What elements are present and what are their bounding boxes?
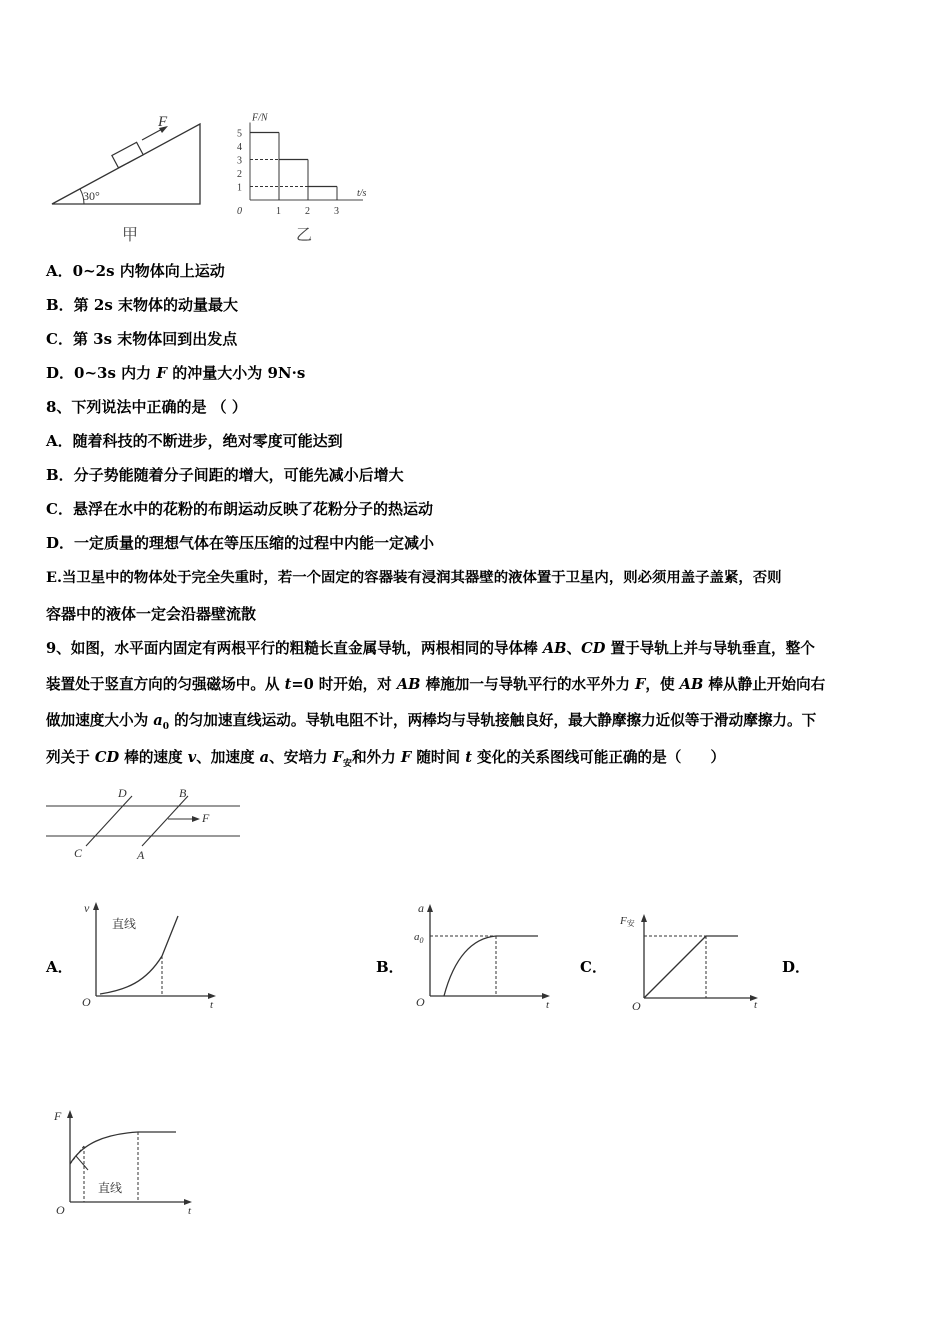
x-tick-label: 3	[334, 206, 339, 217]
q8-option-b: B．分子势能随着分子间距的增大，可能先减小后增大	[46, 466, 404, 484]
svg-text:a0: $a_0$	[414, 931, 424, 945]
acceleration-curve	[444, 936, 496, 996]
svg-text:D: D	[118, 786, 127, 800]
q9-stem-line4: 列关于 CD 棒的速度 v、加速度 a、安培力 $F_安$和外力 F 随时间 t 变化的关系图线可能正确的是（ ）	[46, 749, 726, 769]
svg-text:直线: 直线	[98, 1181, 123, 1195]
q8-option-d: D．一定质量的理想气体在等压压缩的过程中内能一定减小	[46, 534, 435, 552]
q9-stem-line3: 做加速度大小为 $a_0$ 的匀加速直线运动。导轨电阻不计，两棒均与导轨接触良好，最大静摩擦力近似等于滑动摩擦力。下	[46, 712, 817, 732]
force-time-graph	[228, 100, 408, 218]
rails-figure	[44, 786, 244, 864]
y-axis-label: F/N	[252, 112, 268, 124]
q9-stem-line2: 装置处于竖直方向的匀强磁场中。从 t=0 时开始，对 AB 棒施加一与导轨平行的水平外力 F，使 AB 棒从静止开始向右	[46, 676, 826, 693]
svg-text:F安: F安	[620, 915, 635, 928]
svg-text:直线: 直线	[112, 917, 137, 931]
svg-text:O: O	[56, 1203, 65, 1217]
y-tick-label: 2	[237, 169, 242, 180]
q7-option-a: A．0~2s 内物体向上运动	[46, 262, 225, 280]
svg-text:t: t	[188, 1205, 192, 1217]
q7-option-d: D．0~3s 内力 F 的冲量大小为 9N·s	[46, 364, 306, 382]
svg-text:O: O	[82, 995, 91, 1009]
graph-a	[76, 898, 226, 1010]
y-tick-label: 1	[237, 182, 242, 194]
incline-caption: 甲	[122, 225, 139, 244]
option-b-label: B．	[376, 958, 404, 976]
graph-d	[48, 1106, 208, 1222]
svg-text:F: F	[54, 1109, 62, 1123]
q9-stem-line1: 9、如图，水平面内固定有两根平行的粗糙长直金属导轨，两根相同的导体棒 AB、CD 置于导轨上并与导轨垂直，整个	[46, 640, 815, 657]
x-tick-label: 1	[276, 206, 281, 217]
external-force-curve	[70, 1132, 138, 1164]
x-axis-label: t/s	[357, 188, 367, 199]
svg-text:v: v	[84, 901, 90, 915]
q8-option-e-line1: E.当卫星中的物体处于完全失重时，若一个固定的容器装有浸润其器壁的液体置于卫星内，则必须用盖子盖紧，否则	[46, 569, 782, 586]
incline-figure	[50, 114, 210, 213]
q8-option-a: A．随着科技的不断进步，绝对零度可能达到	[46, 432, 343, 450]
incline-force-label: F	[158, 114, 168, 130]
rod-ab	[142, 796, 188, 846]
velocity-line	[162, 916, 178, 956]
y-tick-label: 4	[237, 142, 242, 153]
x-tick-label: 0	[237, 206, 242, 217]
incline-block	[112, 142, 143, 168]
svg-text:A: A	[137, 848, 145, 862]
svg-text:t: t	[210, 999, 214, 1011]
svg-text:a: a	[418, 901, 424, 915]
y-tick-label: 3	[237, 155, 242, 167]
svg-text:t: t	[754, 999, 758, 1011]
velocity-curve	[100, 956, 162, 994]
q7-option-c: C．第 3s 末物体回到出发点	[46, 330, 238, 348]
graph-c	[620, 898, 770, 1013]
rod-cd	[86, 796, 132, 846]
q8-option-e-line2: 容器中的液体一定会沿器壁流散	[46, 605, 257, 623]
q8-stem: 8、下列说法中正确的是 （ ）	[46, 398, 247, 416]
x-tick-label: 2	[305, 206, 310, 217]
svg-text:B: B	[179, 786, 187, 800]
svg-text:O: O	[632, 999, 641, 1013]
svg-text:t: t	[546, 999, 550, 1011]
svg-text:F: F	[202, 811, 210, 825]
q8-option-c: C．悬浮在水中的花粉的布朗运动反映了花粉分子的热运动	[46, 500, 433, 518]
graph-b	[410, 898, 560, 1010]
ampere-force-line	[644, 936, 706, 998]
graph-caption: 乙	[296, 225, 313, 244]
y-tick-label: 5	[237, 128, 242, 140]
svg-text:O: O	[416, 995, 425, 1009]
option-d-label: D．	[782, 958, 811, 976]
q7-option-b: B．第 2s 末物体的动量最大	[46, 296, 239, 314]
option-a-label: A．	[46, 958, 73, 976]
svg-text:C: C	[74, 846, 83, 860]
option-c-label: C．	[580, 958, 607, 976]
incline-angle: 30°	[83, 189, 100, 203]
